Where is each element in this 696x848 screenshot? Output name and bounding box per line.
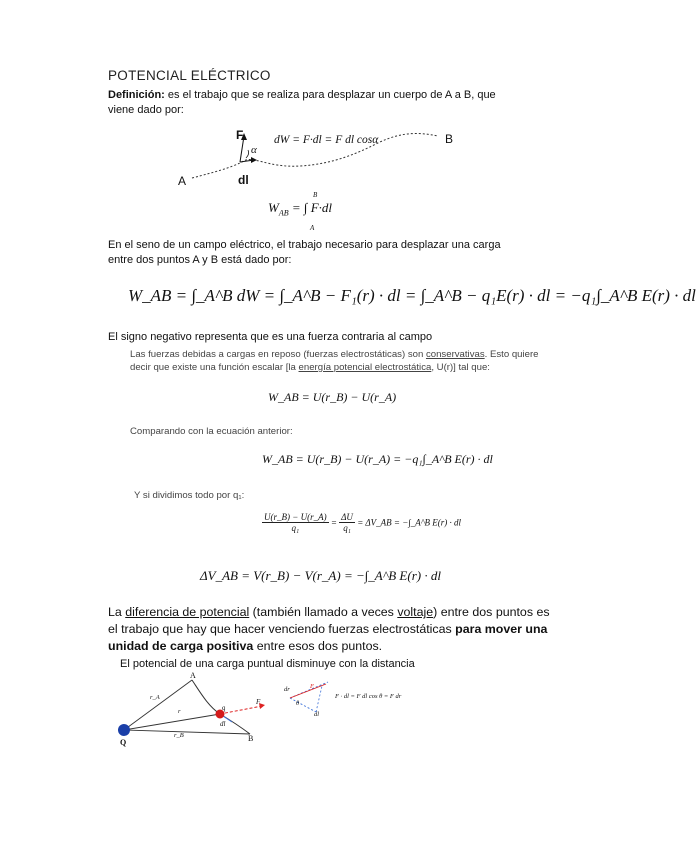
work-integral-equation: W_AB = U(r_B) − U(r_A) = −q₁∫_A^B E(r) · dl <box>262 452 493 466</box>
page-title: POTENCIAL ELÉCTRICO <box>108 68 271 83</box>
point-b-label: B <box>445 132 454 146</box>
fraction-2-num: ΔU <box>341 512 353 522</box>
rb-line <box>124 730 250 734</box>
pd-line2: el trabajo que hay que hacer venciendo fuerzas electrostáticas <box>108 622 456 636</box>
conservative-line2-pre: decir que existe una función escalar [la <box>130 362 299 373</box>
field-paragraph <box>108 238 548 268</box>
ra-line <box>124 680 192 730</box>
dot-product-equation: F · dl = F dl cos θ = F dr <box>335 693 402 700</box>
wab-int-top: B <box>313 191 318 199</box>
potential-difference-paragraph <box>108 604 568 655</box>
theta-label: θ <box>296 700 300 707</box>
source-charge <box>118 724 130 736</box>
force-label-2: F⃗ <box>256 698 266 706</box>
pd-pre: La <box>108 605 126 619</box>
potential-difference-equation: ΔV_AB = V(r_B) − V(r_A) = −∫_A^B E(r) · dl <box>200 568 441 583</box>
r-line <box>124 714 220 730</box>
wab-rhs: = ∫ F·dl <box>291 200 333 215</box>
fraction-equation <box>262 512 461 533</box>
force-label-detail: F⃗ <box>310 683 320 690</box>
wab-int-bottom: A <box>310 224 315 232</box>
main-work-equation: W_AB = ∫_A^B dW = ∫_A^B − F₁(r) · dl = ∫_A^B − q₁E(r) · dl = −q₁∫_A^B E(r) · dl <box>128 286 696 305</box>
pd-mid1: (también llamado a veces <box>249 605 398 619</box>
pd-line3: entre esos dos puntos. <box>253 639 383 653</box>
point-a-label-2: A <box>190 671 196 680</box>
potential-energy-link[interactable]: energía potencial electrostática <box>298 362 432 373</box>
dl-label: dl <box>238 173 249 187</box>
dr-construction <box>290 682 328 712</box>
work-path-diagram <box>170 122 490 194</box>
conservative-pre: Las fuerzas debidas a cargas en reposo (fuerzas electrostáticas) son <box>130 349 426 360</box>
definition-text: es el trabajo que se realiza para desplazar un cuerpo de A a B, que <box>164 89 496 101</box>
wab-equation <box>268 200 332 218</box>
conservative-paragraph <box>130 348 550 374</box>
conservative-line2-post: , U(r)] tal que: <box>431 362 490 373</box>
pd-mid2: ) entre dos puntos es <box>433 605 550 619</box>
fraction-1-num: U(r_B) − U(r_A) <box>264 512 327 522</box>
point-charge-note: El potencial de una carga puntual disminuye con la distancia <box>120 658 415 670</box>
potential-difference-link[interactable]: diferencia de potencial <box>125 605 250 619</box>
dl-label-detail: dl⃗ <box>314 711 325 718</box>
charge-q-label: Q <box>120 738 127 747</box>
work-energy-equation: W_AB = U(r_B) − U(r_A) <box>268 390 397 404</box>
dl-arrowhead <box>251 157 257 163</box>
dividing-text: Y si dividimos todo por q₁: <box>134 490 245 501</box>
conservative-link[interactable]: conservativas <box>425 349 485 360</box>
fraction-2-den: q₁ <box>343 523 351 533</box>
definition-text-2: viene dado por: <box>108 104 184 116</box>
alpha-label: α <box>251 144 257 156</box>
ra-label: r_A <box>150 694 160 701</box>
field-paragraph-line1: En el seno de un campo eléctrico, el trabajo necesario para desplazar una carga <box>108 239 501 251</box>
fraction-eq-sign: = <box>330 517 337 528</box>
rb-label: r_B <box>174 732 184 739</box>
wab-sub: AB <box>278 208 289 218</box>
field-paragraph-line2: entre dos puntos A y B está dado por: <box>108 254 292 266</box>
fraction-2 <box>339 512 355 533</box>
r-label: r <box>178 708 181 715</box>
voltage-link[interactable]: voltaje <box>397 605 434 619</box>
wab-lhs: W <box>268 200 279 215</box>
dw-equation: dW = F·dl = F dl cosα <box>274 134 379 146</box>
force-label: F <box>236 128 244 142</box>
test-charge-label: q <box>222 704 226 712</box>
comparing-text: Comparando con la ecuación anterior: <box>130 426 293 437</box>
fraction-1 <box>262 512 329 533</box>
alpha-arc <box>246 150 249 158</box>
fraction-rest: = ΔV_AB = −∫_A^B E(r) · dl <box>357 517 462 528</box>
point-b-label-2: B <box>248 734 254 743</box>
force-direction-line <box>220 706 262 714</box>
definition-label: Definición: <box>108 89 165 101</box>
dr-label: dr <box>284 686 290 693</box>
dl-label-2: dl⃗ <box>220 720 231 728</box>
sign-note: El signo negativo representa que es una fuerza contraria al campo <box>108 331 433 343</box>
definition-paragraph <box>108 88 548 118</box>
fraction-1-den: q₁ <box>291 523 300 533</box>
point-a-label: A <box>178 174 187 188</box>
pd-bold: para mover una <box>455 622 548 636</box>
pd-line3-bold: unidad de carga positiva <box>108 639 254 653</box>
conservative-mid: . Esto quiere <box>484 349 539 360</box>
